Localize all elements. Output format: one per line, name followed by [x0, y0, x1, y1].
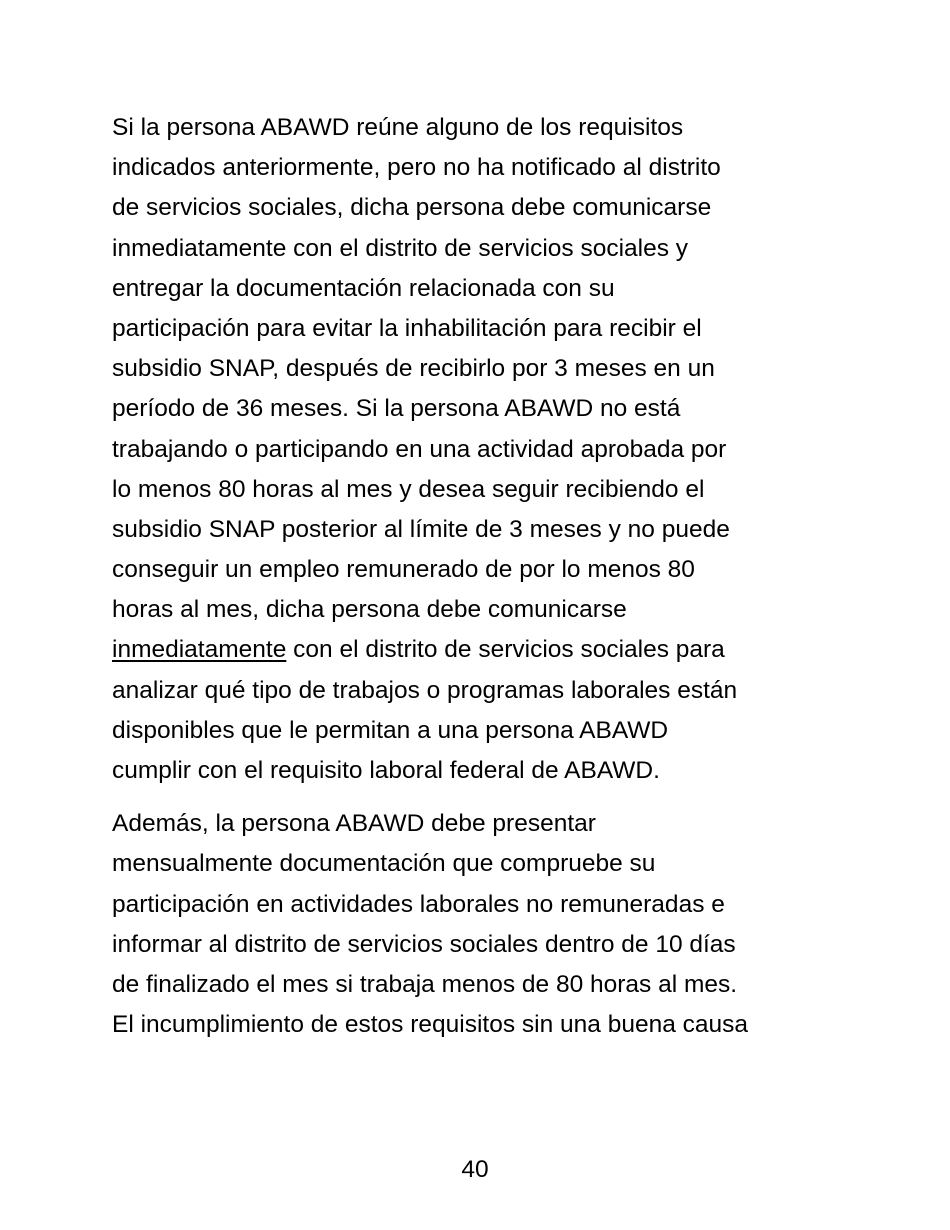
text-line: lo menos 80 horas al mes y desea seguir recibiendo el: [112, 475, 705, 503]
text-line: subsidio SNAP posterior al límite de 3 meses y no puede: [112, 515, 730, 543]
text-line-with-emphasis: [112, 630, 852, 670]
text-line: Además, la persona ABAWD debe presentar: [112, 810, 596, 838]
text-line: El incumplimiento de estos requisitos sin una buena causa: [112, 1011, 749, 1039]
text-line: trabajando o participando en una actividad aprobada por: [112, 435, 727, 463]
underlined-emphasis: inmediatamente: [112, 636, 287, 664]
text-line: mensualmente documentación que compruebe su: [112, 850, 656, 878]
text-line: indicados anteriormente, pero no ha notificado al distrito: [112, 154, 721, 182]
text-line: disponibles que le permitan a una persona ABAWD: [112, 716, 669, 744]
text-line: entregar la documentación relacionada con su: [112, 274, 615, 302]
document-body: [112, 108, 852, 1045]
text-line: de servicios sociales, dicha persona debe comunicarse: [112, 194, 712, 222]
page-number: 40: [461, 1156, 489, 1183]
text-line: conseguir un empleo remunerado de por lo menos 80: [112, 556, 695, 584]
text-line: analizar qué tipo de trabajos o programas laborales están: [112, 676, 738, 704]
paragraph-abawd-requirements: [112, 108, 852, 791]
text-line: participación en actividades laborales no remuneradas e: [112, 890, 725, 918]
text-line: horas al mes, dicha persona debe comunicarse: [112, 596, 627, 624]
text-line: inmediatamente con el distrito de servicios sociales y: [112, 234, 689, 262]
paragraph-monthly-documentation: [112, 804, 852, 1045]
text-line: subsidio SNAP, después de recibirlo por 3 meses en un: [112, 355, 715, 383]
text-line: participación para evitar la inhabilitación para recibir el: [112, 314, 702, 342]
text-line: informar al distrito de servicios sociales dentro de 10 días: [112, 930, 736, 958]
text-segment: con el distrito de servicios sociales para: [286, 636, 725, 664]
text-line: Si la persona ABAWD reúne alguno de los requisitos: [112, 114, 684, 141]
text-line: de finalizado el mes si trabaja menos de 80 horas al mes.: [112, 970, 738, 998]
text-line: cumplir con el requisito laboral federal de ABAWD.: [112, 757, 660, 784]
text-line: período de 36 meses. Si la persona ABAWD no está: [112, 395, 681, 423]
